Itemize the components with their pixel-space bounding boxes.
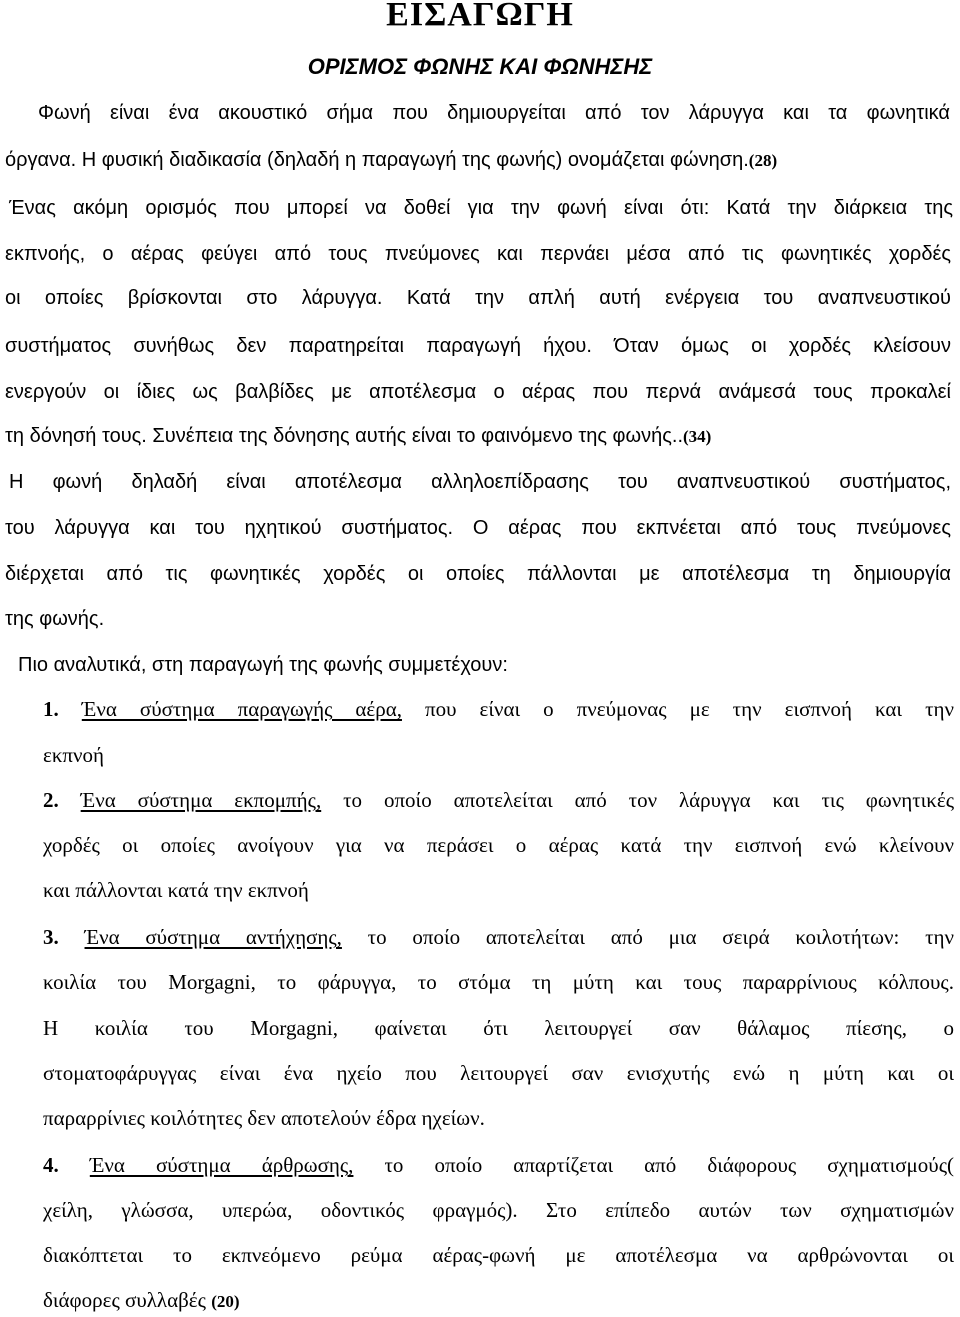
text-line: διέρχεται από τις φωνητικές χορδές οι οποίες πάλλονται με αποτέλεσμα τη δημιουργία — [5, 563, 951, 585]
item-number: 4. — [43, 1153, 59, 1177]
text-line — [43, 1150, 954, 1180]
text-line: και πάλλονται κατά την εκπνοή — [43, 878, 309, 902]
text-line: διακόπτεται το εκπνεόμενο ρεύμα αέρας-φωνή με αποτέλεσμα να αρθρώνονται οι — [43, 1243, 954, 1267]
text-span: όργανα. Η φυσική διαδικασία (δηλαδή η παραγωγή της φωνής) ονομάζεται φώνηση. — [5, 149, 749, 171]
text-span: το οποίο αποτελείται από τον λάρυγγα και τις φωνητικές — [321, 788, 955, 812]
text-span: το οποίο απαρτίζεται από διάφορους σχηματισμούς( — [353, 1153, 954, 1177]
item-number: 2. — [43, 788, 59, 812]
text-line — [43, 694, 954, 724]
text-line: εκπνοή — [43, 743, 104, 767]
text-line: στοματοφάρυγγας είναι ένα ηχείο που λειτουργεί σαν ενισχυτής ενώ η μύτη και οι — [43, 1061, 954, 1085]
item-number: 1. — [43, 697, 59, 721]
text-line: Ένας ακόμη ορισμός που μπορεί να δοθεί για την φωνή είναι ότι: Κατά την διάρκεια της — [9, 197, 953, 219]
item-term: Ένα σύστημα άρθρωσης, — [89, 1153, 354, 1177]
text-line: ενεργούν οι ίδιες ως βαλβίδες με αποτέλεσμα ο αέρας που περνά ανάμεσά τους προκαλεί — [5, 381, 951, 403]
text-line: οι οποίες βρίσκονται στο λάρυγγα. Κατά την απλή αυτή ενέργεια του αναπνευστικού — [5, 287, 951, 309]
page-title: ΕΙΣΑΓΩΓΗ — [386, 0, 574, 33]
reference-marker: (28) — [748, 151, 778, 170]
text-line: χείλη, γλώσσα, υπερώα, οδοντικός φραγμός). Στο επίπεδο αυτών των σχηματισμών — [43, 1198, 954, 1222]
text-line — [43, 785, 954, 815]
text-line: εκπνοής, ο αέρας φεύγει από τους πνεύμονες και περνάει μέσα από τις φωνητικές χορδές — [5, 243, 951, 265]
section-subtitle: ΟΡΙΣΜΟΣ ΦΩΝΗΣ ΚΑΙ ΦΩΝΗΣΗΣ — [307, 54, 653, 79]
text-line: κοιλία του Morgagni, το φάρυγγα, το στόμα τη μύτη και τους παραρρίνιους κόλπους. — [43, 970, 954, 994]
text-line: παραρρίνιες κοιλότητες δεν αποτελούν έδρα ηχείων. — [43, 1106, 485, 1130]
text-line — [43, 922, 954, 952]
text-line: Η κοιλία του Morgagni, φαίνεται ότι λειτουργεί σαν θάλαμος πίεσης, ο — [43, 1016, 954, 1040]
item-term: Ένα σύστημα εκπομπής, — [80, 788, 322, 812]
text-span: τη δόνησή τους. Συνέπεια της δόνησης αυτής είναι το φαινόμενο της φωνής.. — [5, 425, 683, 447]
text-span: το οποίο αποτελείται από μια σειρά κοιλοτήτων: την — [341, 925, 954, 949]
reference-marker: (34) — [683, 427, 712, 446]
text-line: συστήματος συνήθως δεν παρατηρείται παραγωγή ήχου. Όταν όμως οι χορδές κλείσουν — [5, 335, 951, 357]
item-term: Ένα σύστημα παραγωγής αέρα, — [81, 697, 402, 721]
item-number: 3. — [43, 925, 59, 949]
text-line — [5, 145, 777, 176]
text-span: διάφορες συλλαβές — [43, 1288, 212, 1312]
text-line: Φωνή είναι ένα ακουστικό σήμα που δημιουργείται από τον λάρυγγα και τα φωνητικά — [38, 102, 950, 124]
text-line: χορδές οι οποίες ανοίγουν για να περάσει ο αέρας κατά την εισπνοή ενώ κλείνουν — [43, 833, 954, 857]
list-intro: Πιο αναλυτικά, στη παραγωγή της φωνής συμμετέχουν: — [18, 654, 508, 676]
text-line: του λάρυγγα και του ηχητικού συστήματος. Ο αέρας που εκπνέεται από τους πνεύμονες — [5, 517, 951, 539]
item-term: Ένα σύστημα αντήχησης, — [84, 925, 342, 949]
text-span: που είναι ο πνεύμονας με την εισπνοή και την — [401, 697, 955, 721]
text-line — [43, 1285, 240, 1317]
text-line — [5, 421, 711, 452]
text-line: Η φωνή δηλαδή είναι αποτέλεσμα αλληλοεπίδρασης του αναπνευστικού συστήματος, — [9, 471, 951, 493]
text-line: της φωνής. — [5, 608, 105, 630]
reference-marker: (20) — [211, 1292, 240, 1311]
